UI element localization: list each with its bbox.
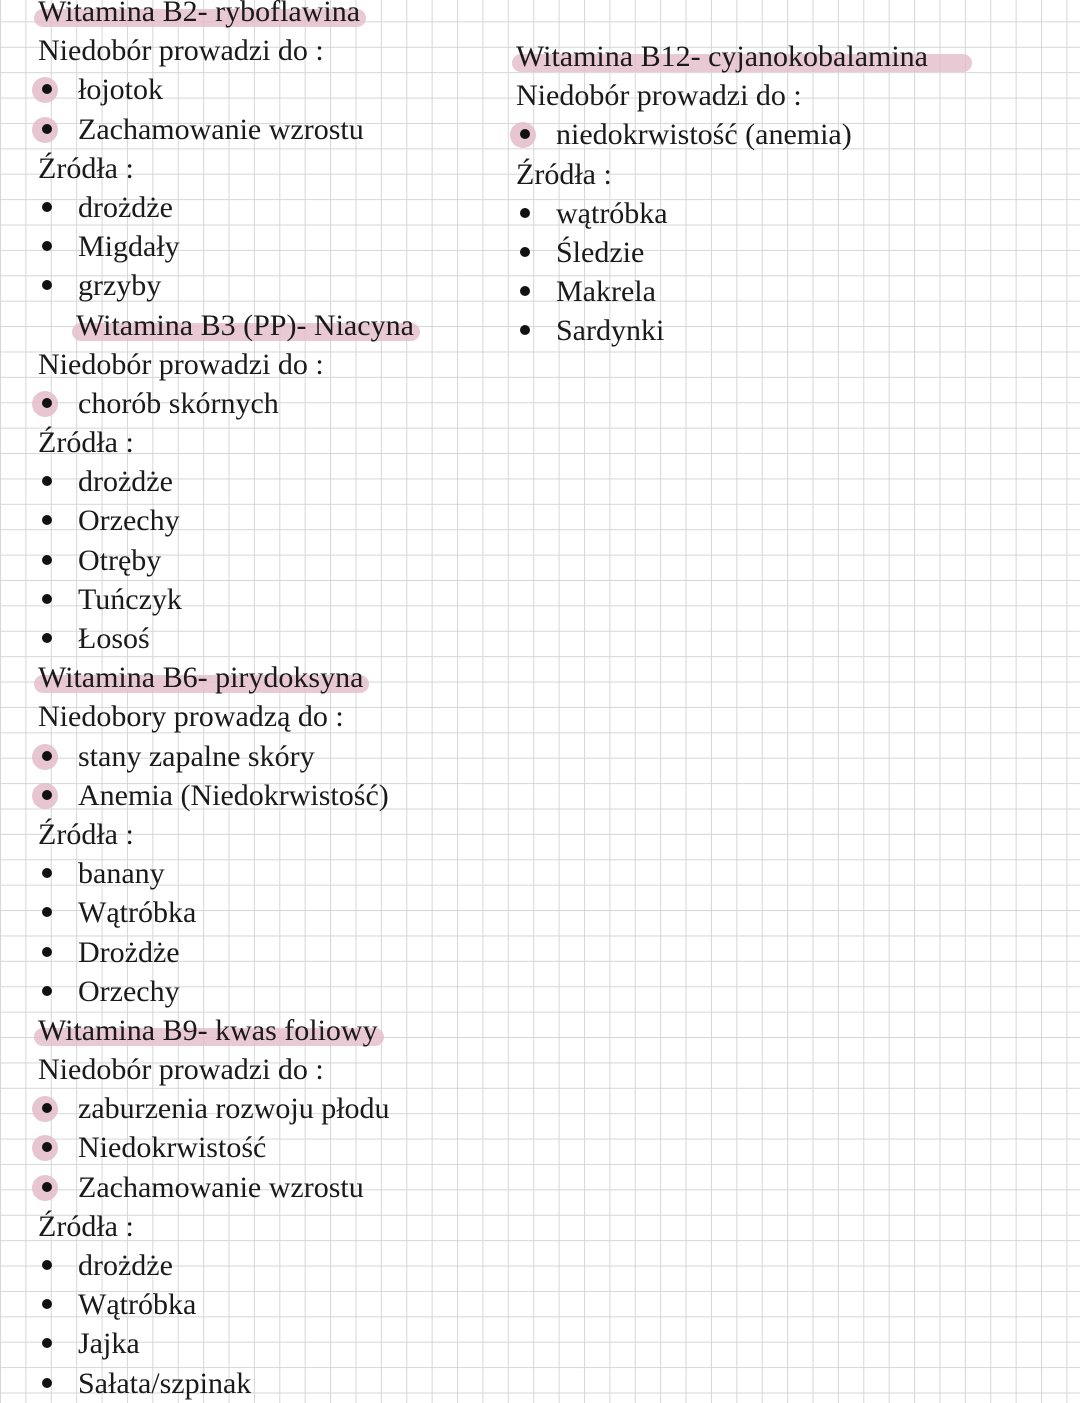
list-item-text: Drożdże [78,935,180,969]
list-item [38,619,498,658]
heading-witamina-b9: Witamina B9- kwas foliowy [38,1011,378,1050]
list-item-text: wątróbka [556,196,668,230]
list-item [516,115,1036,154]
bullet-icon [42,868,52,878]
list-item [38,972,498,1011]
list-item [516,194,1036,233]
list-item-text: Orzechy [78,974,180,1008]
list-item-text: stany zapalne skóry [78,739,315,773]
list-item [38,110,498,149]
sources-label: Źródła : [38,151,134,185]
heading-witamina-b2: Witamina B2- ryboflawina [38,0,360,31]
list-item-text: Sardynki [556,314,665,348]
bullet-icon [42,202,52,212]
list-item-text: Anemia (Niedokrwistość) [78,778,389,812]
left-column [38,0,498,1403]
bullet-icon [520,325,530,335]
bullet-icon [42,1182,52,1192]
highlighter-mark [34,1028,384,1046]
bullet-icon [42,555,52,565]
list-item-text: banany [78,857,165,891]
list-item [516,233,1036,272]
bullet-icon [42,1299,52,1309]
deficiency-label: Niedobory prowadzą do : [38,700,344,734]
heading-witamina-b6: Witamina B6- pirydoksyna [38,658,363,697]
bullet-icon [42,751,52,761]
highlighter-mark [72,323,420,341]
list-item [38,227,498,266]
list-item-text: Makrela [556,275,656,309]
section-heading [516,37,1036,76]
deficiency-label: Niedobór prowadzi do : [516,79,802,113]
highlighter-mark [34,9,366,27]
bullet-icon [42,1378,52,1388]
sources-label: Źródła : [38,1209,134,1243]
list-item [38,1128,498,1167]
bullet-icon [42,633,52,643]
list-item [38,1089,498,1128]
list-item [38,1364,498,1403]
list-item [38,266,498,305]
bullet-icon [42,907,52,917]
list-item-text: Otręby [78,543,162,577]
list-item [516,311,1036,350]
list-item [38,1324,498,1363]
list-item [38,541,498,580]
list-item-text: Orzechy [78,504,180,538]
list-item [38,854,498,893]
list-item-text: Śledzie [556,235,645,269]
deficiency-label: Niedobór prowadzi do : [38,34,324,68]
bullet-icon [42,280,52,290]
bullet-icon [520,247,530,257]
list-item-text: łojotok [78,73,164,107]
highlighter-mark [34,675,369,693]
list-item-text: drożdże [78,190,173,224]
list-item-text: Wątróbka [78,896,197,930]
section-heading [38,306,498,345]
bullet-icon [42,790,52,800]
deficiency-label: Niedobór prowadzi do : [38,347,324,381]
list-item-text: Migdały [78,230,180,264]
list-item [38,933,498,972]
list-item-text: Zachamowanie wzrostu [78,112,364,146]
bullet-icon [42,1260,52,1270]
list-item [38,501,498,540]
bullet-icon [42,241,52,251]
list-item [38,737,498,776]
list-item [38,580,498,619]
section-heading [38,658,498,697]
bullet-icon [42,947,52,957]
list-item-text: Tuńczyk [78,582,182,616]
bullet-icon [42,986,52,996]
bullet-icon [42,515,52,525]
list-item [38,462,498,501]
list-item [38,1168,498,1207]
sources-label: Źródła : [38,817,134,851]
bullet-icon [42,476,52,486]
list-item-text: Wątróbka [78,1288,197,1322]
list-item-text: Niedokrwistość [78,1131,267,1165]
section-heading [38,0,498,31]
list-item-text: grzyby [78,269,162,303]
sources-label: Źródła : [38,426,134,460]
list-item [516,272,1036,311]
list-item [38,893,498,932]
list-item-text: Sałata/szpinak [78,1366,252,1400]
list-item-text: Łosoś [78,622,150,655]
bullet-icon [42,594,52,604]
list-item-text: Zachamowanie wzrostu [78,1170,364,1204]
list-item-text: zaburzenia rozwoju płodu [78,1092,390,1126]
right-column [516,37,1036,351]
list-item-text: drożdże [78,465,173,499]
sources-label: Źródła : [516,157,612,191]
deficiency-label: Niedobór prowadzi do : [38,1053,324,1087]
list-item-text: chorób skórnych [78,386,279,420]
heading-witamina-b12: Witamina B12- cyjanokobalamina [516,37,928,76]
section-heading [38,1011,498,1050]
list-item [38,188,498,227]
list-item [38,1285,498,1324]
bullet-icon [42,1338,52,1348]
bullet-icon [520,286,530,296]
list-item [38,70,498,109]
bullet-icon [42,398,52,408]
bullet-icon [520,208,530,218]
heading-witamina-b3-pp: Witamina B3 (PP)- Niacyna [76,306,414,345]
list-item [38,384,498,423]
bullet-icon [42,124,52,134]
list-item-text: drożdże [78,1249,173,1282]
list-item [38,776,498,815]
highlighter-mark [512,54,972,72]
list-item [38,1246,498,1285]
list-item-text: niedokrwistość (anemia) [556,118,852,152]
list-item-text: Jajka [78,1327,140,1361]
